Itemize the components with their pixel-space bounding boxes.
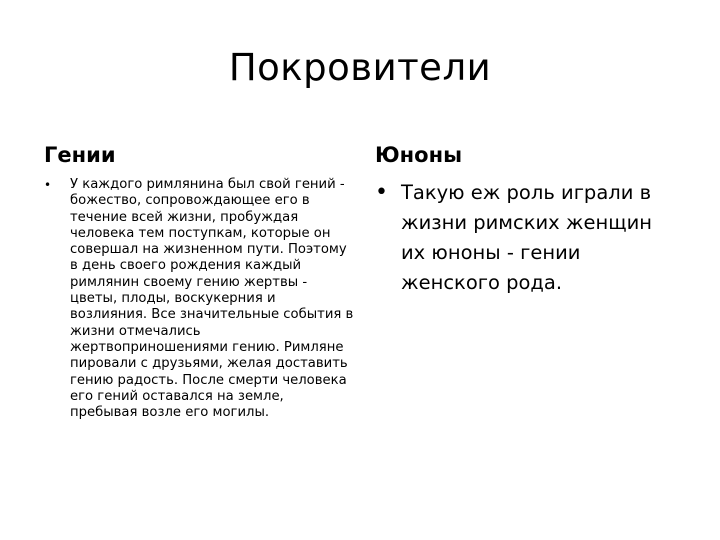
bullet-icon: • (375, 180, 388, 205)
left-column-bullet-item (44, 177, 354, 421)
right-column-text: Такую еж роль играли в жизни римских женщин их юноны - гении женского рода. (401, 181, 653, 294)
right-column-bullet-item (375, 178, 680, 298)
right-column-heading: Юноны (375, 143, 463, 167)
bullet-icon: • (44, 178, 52, 192)
left-column-text: У каждого римлянина был свой гений - божество, сопровождающее его в течение всей жизни, пробуждая человека тем поступкам, которые он совершал на жизненном пути. Поэтому в день своего рождения каждый римлянин своему гению жертвы - цветы, плоды, воскукерния и возлияния. Все значительные события в жизни отмечались жертвоприношениями гению. Римляне пировали с друзьями, желая доставить гению радость. После смерти человека его гений оставался на земле, пребывая возле его могилы. (70, 177, 354, 421)
left-column-heading: Гении (44, 143, 116, 167)
slide-title: Покровители (228, 46, 492, 89)
